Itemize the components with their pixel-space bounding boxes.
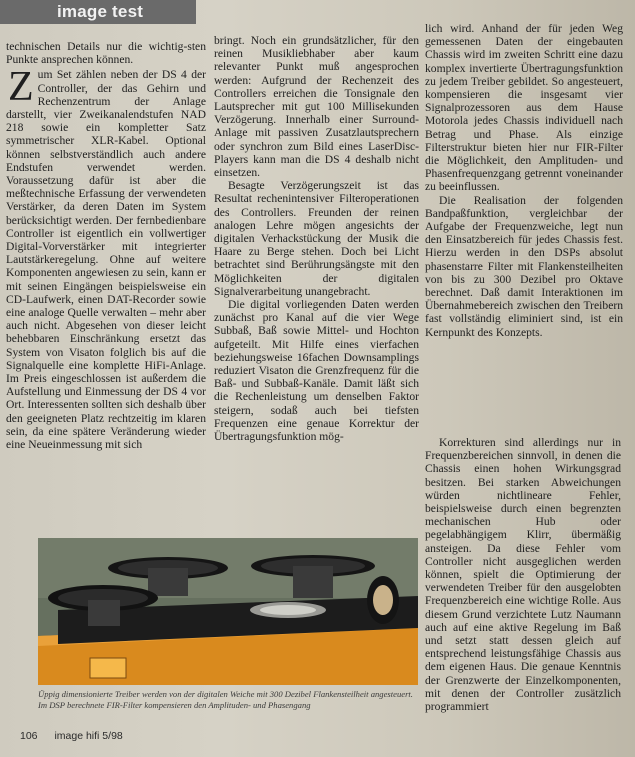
paragraph: Besagte Verzögerungszeit ist das Resultat rechenintensiver Filteroperationen des Controllers. Freunden der reinen analogen Lehre mögen angesichts der digitalen Verhackstückung der Musik die Haare zu Berge stehen. Doch bei Licht betrachtet sind Berührungsängste mit den Möglichkeiten der digitalen Signalverarbeitung unangebracht. <box>214 179 419 298</box>
section-title: image test <box>57 2 144 21</box>
paragraph <box>6 64 206 452</box>
speaker-drivers-photo <box>38 538 418 685</box>
page-footer <box>20 730 137 742</box>
lead-paragraph: technischen Details nur die wichtig-sten Punkte ansprechen können. <box>6 40 206 67</box>
text-column-3-lower <box>425 436 621 713</box>
text-column-3 <box>425 22 623 339</box>
paragraph: bringt. Noch ein grundsätzlicher, für den reinen Musikliebhaber aber kaum relevanter Punkt muß angesprochen werden: Aufgrund der Rechenzeit des Controllers erreichen die Tonsignale den Lautsprecher mit gut 100 Millisekunden Verzögerung. Innerhalb einer Surround-Anlage mit passiven Zusatzlautsprechern oder synchron zum Bild eines LaserDisc-Players kann man die DS 4 deshalb nicht einsetzen. <box>214 34 419 180</box>
speaker-drivers-illustration <box>38 538 418 685</box>
photo-caption: Üppig dimensionierte Treiber werden von der digitalen Weiche mit 300 Dezibel Flankensteilheit angesteuert. Im DSP berechnete FIR-Filter kompensieren den Amplituden- und Phasengang <box>38 689 413 710</box>
paragraph: lich wird. Anhand der für jeden Weg gemessenen Daten der eingebauten Chassis wird im zweiten Schritt eine dazu komplex invertierte Übertragungsfunktion zu jedem Treiber gebildet. So angesteuert, kompensieren die insgesamt vier Signalprozessoren aus dem Hause Motorola jedes Chassis individuell nach Betrag und Phase. Als einzige Filterstruktur bieten hier nur FIR-Filter die Möglichkeit, den Amplituden- und Phasenfrequenzgang getrennt voneinander zu beeinflussen. <box>425 22 623 194</box>
paragraph: Korrekturen sind allerdings nur in Frequenzbereichen sinnvoll, in denen die Chassis einen hohen Wirkungsgrad besitzen. Bei starken Abweichungen würden nichtlineare Fehler, beispielsweise durch einen begrenzten mechanischen Hub oder pegelabhängigem Klirr, übermäßig ansteigen. Da diese Fehler vom Controller nicht ausgeglichen werden können, spielt die Optimierung der verwendeten Treiber für den ausgelobten Frequenzbereich eine wichtige Rolle. Aus diesem Grund verzichtete Lutz Naumann auch auf eine aktive Regelung im Baß und setzt statt dessen gleich auf entsprechend leistungsfähige Chassis aus dem eigenen Haus. Die genaue Kenntnis der Grenzwerte der Einzelkomponenten, mit denen der Controller zusätzlich programmiert <box>425 436 621 714</box>
magazine-issue: image hifi 5/98 <box>54 730 123 742</box>
text-column-1 <box>6 40 206 451</box>
paragraph: Die digital vorliegenden Daten werden zunächst pro Kanal auf die vier Wege Subbaß, Baß sowie Mittel- und Hochton aufgeteilt. Mit Hilfe eines vierfachen beziehungsweise 16fachen Downsamplings reduziert Visaton die Grenzfrequenz für die Baß- und Subbaß-Kanäle. Damit läßt sich die Rechenleistung um denselben Faktor steigern, sodaß auch bei tiefsten Frequenzen eine genaue Korrektur der Übertragungsfunktion mög- <box>214 298 419 444</box>
paragraph: Die Realisation der folgenden Bandpaßfunktion, vergleichbar der Aufgabe der Frequenzweiche, legt nun den Einsatzbereich für jedes Chassis fest. Hierzu werden in den DSPs absolut phasenstarre Filter mit Flankensteilheiten von bis zu 300 Dezibel pro Oktave berechnet. Daß damit Interaktionen im Übernahmebereich zwischen den Treibern fast vollständig eliminiert sind, ist ein Kernpunkt des Konzepts. <box>425 193 623 339</box>
paragraph-text: um Set zählen neben der DS 4 der Controller, der das Gehirn und Rechenzentrum der Anlage darstellt, vier Zweikanalendstufen NAD 218 sowie ein kompletter Satz symmetrischer XLR-Kabel. Optional können selbstverständlich auch andere Endstufen verwendet werden. Voraussetzung dafür ist aber die meßtechnische Erfassung der verwendeten Verstärker, da deren Daten im System berücksichtigt werden. Der fernbedienbare Controller ist eigentlich ein vollwertiger Digital-Vorverstärker mit integrierter Lautstärkeregelung. Ohne auf weitere Komponenten angewiesen zu sein, kann er mit seinen Eingängen beispielsweise ein CD-Laufwerk, einen DAT-Recorder sowie eine analoge Quelle verwalten – mehr aber auch nicht. Abgesehen von dieser leicht behebbaren Einschränkung ersetzt das System von Visaton folglich bis auf die Signalquelle eine komplette HiFi-Anlage. Im Preis eingeschlossen ist außerdem die Aufstellung und Einmessung der DS 4 vor Ort. Interessenten sollten sich deshalb über den geeigneten Platz rechtzeitig im klaren sein, da eine spätere Veränderung wieder eine Neueinmessung mit sich <box>6 68 206 452</box>
text-column-2 <box>214 34 419 443</box>
page-number: 106 <box>20 730 38 742</box>
drop-cap: Z <box>8 64 34 111</box>
